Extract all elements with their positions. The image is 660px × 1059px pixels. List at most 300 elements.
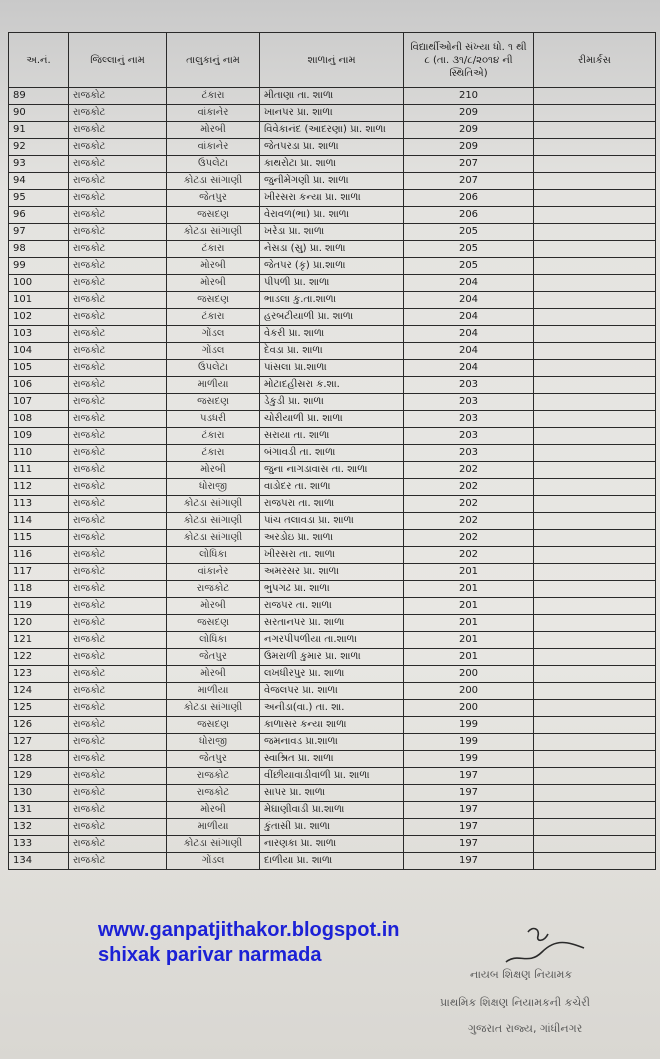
student-count-cell: 207 <box>404 173 534 190</box>
taluka-cell: વાંકાનેર <box>167 564 260 581</box>
school-name-cell: સરતાનપર પ્રા. શાળા <box>260 615 404 632</box>
serial-no-cell: 118 <box>9 581 69 598</box>
remarks-cell <box>534 649 656 666</box>
remarks-cell <box>534 700 656 717</box>
district-cell: રાજકોટ <box>69 734 167 751</box>
table-row <box>9 394 656 411</box>
blog-tagline: shixak parivar narmada <box>98 944 322 966</box>
table-row <box>9 292 656 309</box>
student-count-cell: 203 <box>404 445 534 462</box>
taluka-cell: ટંકારા <box>167 445 260 462</box>
district-cell: રાજકોટ <box>69 615 167 632</box>
taluka-cell: માળીયા <box>167 819 260 836</box>
taluka-cell: મોરબી <box>167 802 260 819</box>
student-count-cell: 202 <box>404 496 534 513</box>
remarks-cell <box>534 530 656 547</box>
table-row <box>9 513 656 530</box>
table-row <box>9 343 656 360</box>
district-cell: રાજકોટ <box>69 139 167 156</box>
seal-line-2: પ્રાથમિક શિક્ષણ નિયામકની કચેરી <box>440 996 590 1009</box>
school-name-cell: જમનાવડ પ્રા.શાળા <box>260 734 404 751</box>
school-name-cell: કુંતાસી પ્રા. શાળા <box>260 819 404 836</box>
table-row <box>9 649 656 666</box>
remarks-cell <box>534 479 656 496</box>
district-cell: રાજકોટ <box>69 649 167 666</box>
student-count-cell: 200 <box>404 700 534 717</box>
remarks-cell <box>534 122 656 139</box>
taluka-cell: કોટડા સાંગાણી <box>167 530 260 547</box>
taluka-cell: જસદણ <box>167 207 260 224</box>
table-body <box>9 88 656 870</box>
table-row <box>9 581 656 598</box>
remarks-cell <box>534 615 656 632</box>
taluka-cell: ગોંડલ <box>167 326 260 343</box>
table-row <box>9 445 656 462</box>
table-row <box>9 462 656 479</box>
taluka-cell: વાંકાનેર <box>167 139 260 156</box>
table-row <box>9 122 656 139</box>
district-cell: રાજકોટ <box>69 275 167 292</box>
school-name-cell: બંગાવડી તા. શાળા <box>260 445 404 462</box>
table-row <box>9 496 656 513</box>
district-cell: રાજકોટ <box>69 768 167 785</box>
remarks-cell <box>534 343 656 360</box>
district-cell: રાજકોટ <box>69 428 167 445</box>
remarks-cell <box>534 173 656 190</box>
school-name-cell: નેસડા (સુ) પ્રા. શાળા <box>260 241 404 258</box>
taluka-cell: ઉપલેટા <box>167 360 260 377</box>
school-name-cell: જુનીમેંગણી પ્રા. શાળા <box>260 173 404 190</box>
serial-no-cell: 99 <box>9 258 69 275</box>
taluka-cell: ટંકારા <box>167 309 260 326</box>
serial-no-cell: 102 <box>9 309 69 326</box>
student-count-cell: 201 <box>404 598 534 615</box>
remarks-cell <box>534 258 656 275</box>
serial-no-cell: 131 <box>9 802 69 819</box>
seal-line-3: ગુજરાત રાજ્ય, ગાંધીનગર <box>468 1022 583 1035</box>
district-cell: રાજકોટ <box>69 445 167 462</box>
remarks-cell <box>534 445 656 462</box>
remarks-cell <box>534 819 656 836</box>
remarks-cell <box>534 360 656 377</box>
student-count-cell: 202 <box>404 547 534 564</box>
district-cell: રાજકોટ <box>69 309 167 326</box>
student-count-cell: 199 <box>404 734 534 751</box>
table-row <box>9 785 656 802</box>
school-name-cell: ભુપગઢ પ્રા. શાળા <box>260 581 404 598</box>
district-cell: રાજકોટ <box>69 207 167 224</box>
serial-no-cell: 103 <box>9 326 69 343</box>
taluka-cell: ટંકારા <box>167 241 260 258</box>
taluka-cell: કોટડા સાંગાણી <box>167 496 260 513</box>
school-name-cell: ખીરસરા કન્યા પ્રા. શાળા <box>260 190 404 207</box>
table-row <box>9 683 656 700</box>
taluka-cell: ધોરાજી <box>167 479 260 496</box>
district-cell: રાજકોટ <box>69 190 167 207</box>
blog-url: www.ganpatjithakor.blogspot.in <box>98 919 400 941</box>
student-count-cell: 197 <box>404 819 534 836</box>
remarks-cell <box>534 224 656 241</box>
table-row <box>9 530 656 547</box>
school-name-cell: અરડોઇ પ્રા. શાળા <box>260 530 404 547</box>
taluka-cell: કોટડા સાંગાણી <box>167 700 260 717</box>
signature-scribble <box>498 922 588 972</box>
taluka-cell: ઉપલેટા <box>167 156 260 173</box>
serial-no-cell: 120 <box>9 615 69 632</box>
serial-no-cell: 96 <box>9 207 69 224</box>
header-student-count: વિદ્યાર્થીઓની સંખ્યા ધો. ૧ થી ૮ (તા. ૩૧/૮/૨૦૧૪ ની સ્થિતિએ) <box>404 33 534 88</box>
school-name-cell: રાજપરા તા. શાળા <box>260 496 404 513</box>
school-name-cell: જુના નાગડાવાસ તા. શાળા <box>260 462 404 479</box>
table-row <box>9 853 656 870</box>
table-row <box>9 326 656 343</box>
school-list-table <box>8 32 656 870</box>
student-count-cell: 204 <box>404 343 534 360</box>
remarks-cell <box>534 513 656 530</box>
table-row <box>9 598 656 615</box>
district-cell: રાજકોટ <box>69 819 167 836</box>
district-cell: રાજકોટ <box>69 462 167 479</box>
serial-no-cell: 93 <box>9 156 69 173</box>
serial-no-cell: 89 <box>9 88 69 105</box>
school-name-cell: વીંછીયાવાડીવાળી પ્રા. શાળા <box>260 768 404 785</box>
district-cell: રાજકોટ <box>69 683 167 700</box>
serial-no-cell: 105 <box>9 360 69 377</box>
serial-no-cell: 95 <box>9 190 69 207</box>
serial-no-cell: 123 <box>9 666 69 683</box>
remarks-cell <box>534 207 656 224</box>
serial-no-cell: 133 <box>9 836 69 853</box>
taluka-cell: રાજકોટ <box>167 581 260 598</box>
student-count-cell: 202 <box>404 530 534 547</box>
serial-no-cell: 92 <box>9 139 69 156</box>
taluka-cell: માળીયા <box>167 683 260 700</box>
district-cell: રાજકોટ <box>69 224 167 241</box>
district-cell: રાજકોટ <box>69 360 167 377</box>
student-count-cell: 209 <box>404 139 534 156</box>
table-row <box>9 819 656 836</box>
serial-no-cell: 134 <box>9 853 69 870</box>
district-cell: રાજકોટ <box>69 496 167 513</box>
district-cell: રાજકોટ <box>69 632 167 649</box>
district-cell: રાજકોટ <box>69 700 167 717</box>
district-cell: રાજકોટ <box>69 717 167 734</box>
remarks-cell <box>534 853 656 870</box>
table-row <box>9 717 656 734</box>
student-count-cell: 197 <box>404 836 534 853</box>
school-name-cell: ખાનપર પ્રા. શાળા <box>260 105 404 122</box>
district-cell: રાજકોટ <box>69 564 167 581</box>
student-count-cell: 203 <box>404 377 534 394</box>
taluka-cell: ટંકારા <box>167 88 260 105</box>
serial-no-cell: 116 <box>9 547 69 564</box>
table-row <box>9 547 656 564</box>
district-cell: રાજકોટ <box>69 513 167 530</box>
remarks-cell <box>534 547 656 564</box>
table-row <box>9 479 656 496</box>
school-name-cell: ચોરીયાળી પ્રા. શાળા <box>260 411 404 428</box>
student-count-cell: 206 <box>404 190 534 207</box>
remarks-cell <box>534 88 656 105</box>
district-cell: રાજકોટ <box>69 411 167 428</box>
taluka-cell: કોટડા સાંગાણી <box>167 224 260 241</box>
remarks-cell <box>534 241 656 258</box>
serial-no-cell: 132 <box>9 819 69 836</box>
taluka-cell: મોરબી <box>167 666 260 683</box>
remarks-cell <box>534 462 656 479</box>
taluka-cell: ગોંડલ <box>167 853 260 870</box>
school-name-cell: વેરાવળ(ભા) પ્રા. શાળા <box>260 207 404 224</box>
table-row <box>9 377 656 394</box>
serial-no-cell: 110 <box>9 445 69 462</box>
student-count-cell: 205 <box>404 224 534 241</box>
table-row <box>9 224 656 241</box>
district-cell: રાજકોટ <box>69 292 167 309</box>
remarks-cell <box>534 377 656 394</box>
serial-no-cell: 111 <box>9 462 69 479</box>
student-count-cell: 204 <box>404 360 534 377</box>
table-row <box>9 734 656 751</box>
table-row <box>9 615 656 632</box>
remarks-cell <box>534 292 656 309</box>
district-cell: રાજકોટ <box>69 343 167 360</box>
taluka-cell: મોરબી <box>167 258 260 275</box>
header-taluka: તાલુકાનું નામ <box>167 33 260 88</box>
school-name-cell: મોટાદહીસરા ક.શા. <box>260 377 404 394</box>
taluka-cell: કોટડા સાંગાણી <box>167 836 260 853</box>
taluka-cell: લોધિકા <box>167 632 260 649</box>
student-count-cell: 200 <box>404 666 534 683</box>
serial-no-cell: 94 <box>9 173 69 190</box>
serial-no-cell: 128 <box>9 751 69 768</box>
remarks-cell <box>534 139 656 156</box>
district-cell: રાજકોટ <box>69 530 167 547</box>
taluka-cell: મોરબી <box>167 122 260 139</box>
seal-line-1: નાયબ શિક્ષણ નિયામક <box>470 968 573 981</box>
table-row <box>9 751 656 768</box>
student-count-cell: 205 <box>404 258 534 275</box>
district-cell: રાજકોટ <box>69 853 167 870</box>
taluka-cell: મોરબી <box>167 462 260 479</box>
school-name-cell: વાડોદર તા. શાળા <box>260 479 404 496</box>
student-count-cell: 197 <box>404 802 534 819</box>
table-row <box>9 139 656 156</box>
student-count-cell: 209 <box>404 122 534 139</box>
school-name-cell: અમરસર પ્રા. શાળા <box>260 564 404 581</box>
taluka-cell: લોધિકા <box>167 547 260 564</box>
remarks-cell <box>534 394 656 411</box>
serial-no-cell: 122 <box>9 649 69 666</box>
serial-no-cell: 119 <box>9 598 69 615</box>
district-cell: રાજકોટ <box>69 156 167 173</box>
district-cell: રાજકોટ <box>69 598 167 615</box>
remarks-cell <box>534 156 656 173</box>
school-name-cell: વેકરી પ્રા. શાળા <box>260 326 404 343</box>
school-name-cell: કાથરોટા પ્રા. શાળા <box>260 156 404 173</box>
remarks-cell <box>534 326 656 343</box>
district-cell: રાજકોટ <box>69 258 167 275</box>
district-cell: રાજકોટ <box>69 88 167 105</box>
student-count-cell: 203 <box>404 394 534 411</box>
school-name-cell: હરબટીયાળી પ્રા. શાળા <box>260 309 404 326</box>
table-row <box>9 275 656 292</box>
serial-no-cell: 107 <box>9 394 69 411</box>
taluka-cell: રાજકોટ <box>167 785 260 802</box>
serial-no-cell: 126 <box>9 717 69 734</box>
remarks-cell <box>534 717 656 734</box>
school-name-cell: ખરેડા પ્રા. શાળા <box>260 224 404 241</box>
student-count-cell: 204 <box>404 326 534 343</box>
table-row <box>9 207 656 224</box>
student-count-cell: 197 <box>404 785 534 802</box>
taluka-cell: માળીયા <box>167 377 260 394</box>
district-cell: રાજકોટ <box>69 836 167 853</box>
table-row <box>9 360 656 377</box>
remarks-cell <box>534 411 656 428</box>
serial-no-cell: 106 <box>9 377 69 394</box>
taluka-cell: મોરબી <box>167 598 260 615</box>
serial-no-cell: 124 <box>9 683 69 700</box>
school-name-cell: પાંસલા પ્રા.શાળા <box>260 360 404 377</box>
taluka-cell: ધોરાજી <box>167 734 260 751</box>
district-cell: રાજકોટ <box>69 802 167 819</box>
remarks-cell <box>534 581 656 598</box>
district-cell: રાજકોટ <box>69 122 167 139</box>
student-count-cell: 202 <box>404 479 534 496</box>
district-cell: રાજકોટ <box>69 581 167 598</box>
table-row <box>9 700 656 717</box>
header-district: જિલ્લાનું નામ <box>69 33 167 88</box>
student-count-cell: 203 <box>404 428 534 445</box>
school-name-cell: નગરપીપળીયા તા.શાળા <box>260 632 404 649</box>
table-row <box>9 564 656 581</box>
taluka-cell: જસદણ <box>167 717 260 734</box>
taluka-cell: જેતપુર <box>167 190 260 207</box>
district-cell: રાજકોટ <box>69 241 167 258</box>
serial-no-cell: 98 <box>9 241 69 258</box>
district-cell: રાજકોટ <box>69 547 167 564</box>
school-name-cell: દાળીયા પ્રા. શાળા <box>260 853 404 870</box>
remarks-cell <box>534 105 656 122</box>
school-name-cell: પાંચ તલાવડા પ્રા. શાળા <box>260 513 404 530</box>
student-count-cell: 204 <box>404 275 534 292</box>
serial-no-cell: 97 <box>9 224 69 241</box>
remarks-cell <box>534 666 656 683</box>
student-count-cell: 204 <box>404 292 534 309</box>
serial-no-cell: 125 <box>9 700 69 717</box>
remarks-cell <box>534 190 656 207</box>
taluka-cell: ટંકારા <box>167 428 260 445</box>
student-count-cell: 200 <box>404 683 534 700</box>
taluka-cell: મોરબી <box>167 275 260 292</box>
serial-no-cell: 127 <box>9 734 69 751</box>
taluka-cell: જેતપુર <box>167 751 260 768</box>
school-name-cell: ડેકુડી પ્રા. શાળા <box>260 394 404 411</box>
student-count-cell: 199 <box>404 751 534 768</box>
serial-no-cell: 90 <box>9 105 69 122</box>
header-serial-no: અ.નં. <box>9 33 69 88</box>
serial-no-cell: 117 <box>9 564 69 581</box>
school-name-cell: મીતાણા તા. શાળા <box>260 88 404 105</box>
serial-no-cell: 109 <box>9 428 69 445</box>
taluka-cell: વાંકાનેર <box>167 105 260 122</box>
remarks-cell <box>534 275 656 292</box>
header-remarks: રીમાર્કસ <box>534 33 656 88</box>
district-cell: રાજકોટ <box>69 751 167 768</box>
student-count-cell: 206 <box>404 207 534 224</box>
remarks-cell <box>534 734 656 751</box>
table-row <box>9 173 656 190</box>
remarks-cell <box>534 564 656 581</box>
table-row <box>9 836 656 853</box>
table-row <box>9 411 656 428</box>
school-name-cell: ભાડલા કુ.તા.શાળા <box>260 292 404 309</box>
table-row <box>9 190 656 207</box>
remarks-cell <box>534 309 656 326</box>
district-cell: રાજકોટ <box>69 479 167 496</box>
serial-no-cell: 129 <box>9 768 69 785</box>
student-count-cell: 199 <box>404 717 534 734</box>
watermark-footer <box>98 918 399 968</box>
taluka-cell: પડધરી <box>167 411 260 428</box>
serial-no-cell: 104 <box>9 343 69 360</box>
school-name-cell: સ્વાશ્રિત પ્રા. શાળા <box>260 751 404 768</box>
district-cell: રાજકોટ <box>69 666 167 683</box>
school-name-cell: સાપર પ્રા. શાળા <box>260 785 404 802</box>
student-count-cell: 201 <box>404 564 534 581</box>
remarks-cell <box>534 768 656 785</box>
taluka-cell: જસદણ <box>167 394 260 411</box>
district-cell: રાજકોટ <box>69 394 167 411</box>
serial-no-cell: 100 <box>9 275 69 292</box>
taluka-cell: જસદણ <box>167 292 260 309</box>
remarks-cell <box>534 496 656 513</box>
taluka-cell: કોટડા સાંગાણી <box>167 173 260 190</box>
table-row <box>9 309 656 326</box>
table-row <box>9 802 656 819</box>
table-row <box>9 768 656 785</box>
table-row <box>9 105 656 122</box>
taluka-cell: રાજકોટ <box>167 768 260 785</box>
header-school-name: શાળાનું નામ <box>260 33 404 88</box>
school-name-cell: કાળાસર કન્યા શાળા <box>260 717 404 734</box>
serial-no-cell: 115 <box>9 530 69 547</box>
table-row <box>9 666 656 683</box>
table-row <box>9 88 656 105</box>
remarks-cell <box>534 751 656 768</box>
remarks-cell <box>534 632 656 649</box>
district-cell: રાજકોટ <box>69 105 167 122</box>
taluka-cell: જસદણ <box>167 615 260 632</box>
school-name-cell: સરાયા તા. શાળા <box>260 428 404 445</box>
remarks-cell <box>534 836 656 853</box>
remarks-cell <box>534 428 656 445</box>
table-row <box>9 156 656 173</box>
taluka-cell: જેતપુર <box>167 649 260 666</box>
student-count-cell: 201 <box>404 581 534 598</box>
school-name-cell: રાજપર તા. શાળા <box>260 598 404 615</box>
serial-no-cell: 101 <box>9 292 69 309</box>
serial-no-cell: 108 <box>9 411 69 428</box>
school-name-cell: અનીડા(વા.) તા. શા. <box>260 700 404 717</box>
student-count-cell: 197 <box>404 768 534 785</box>
table-row <box>9 258 656 275</box>
table-row <box>9 241 656 258</box>
district-cell: રાજકોટ <box>69 377 167 394</box>
serial-no-cell: 130 <box>9 785 69 802</box>
school-name-cell: દેવડા પ્રા. શાળા <box>260 343 404 360</box>
student-count-cell: 210 <box>404 88 534 105</box>
